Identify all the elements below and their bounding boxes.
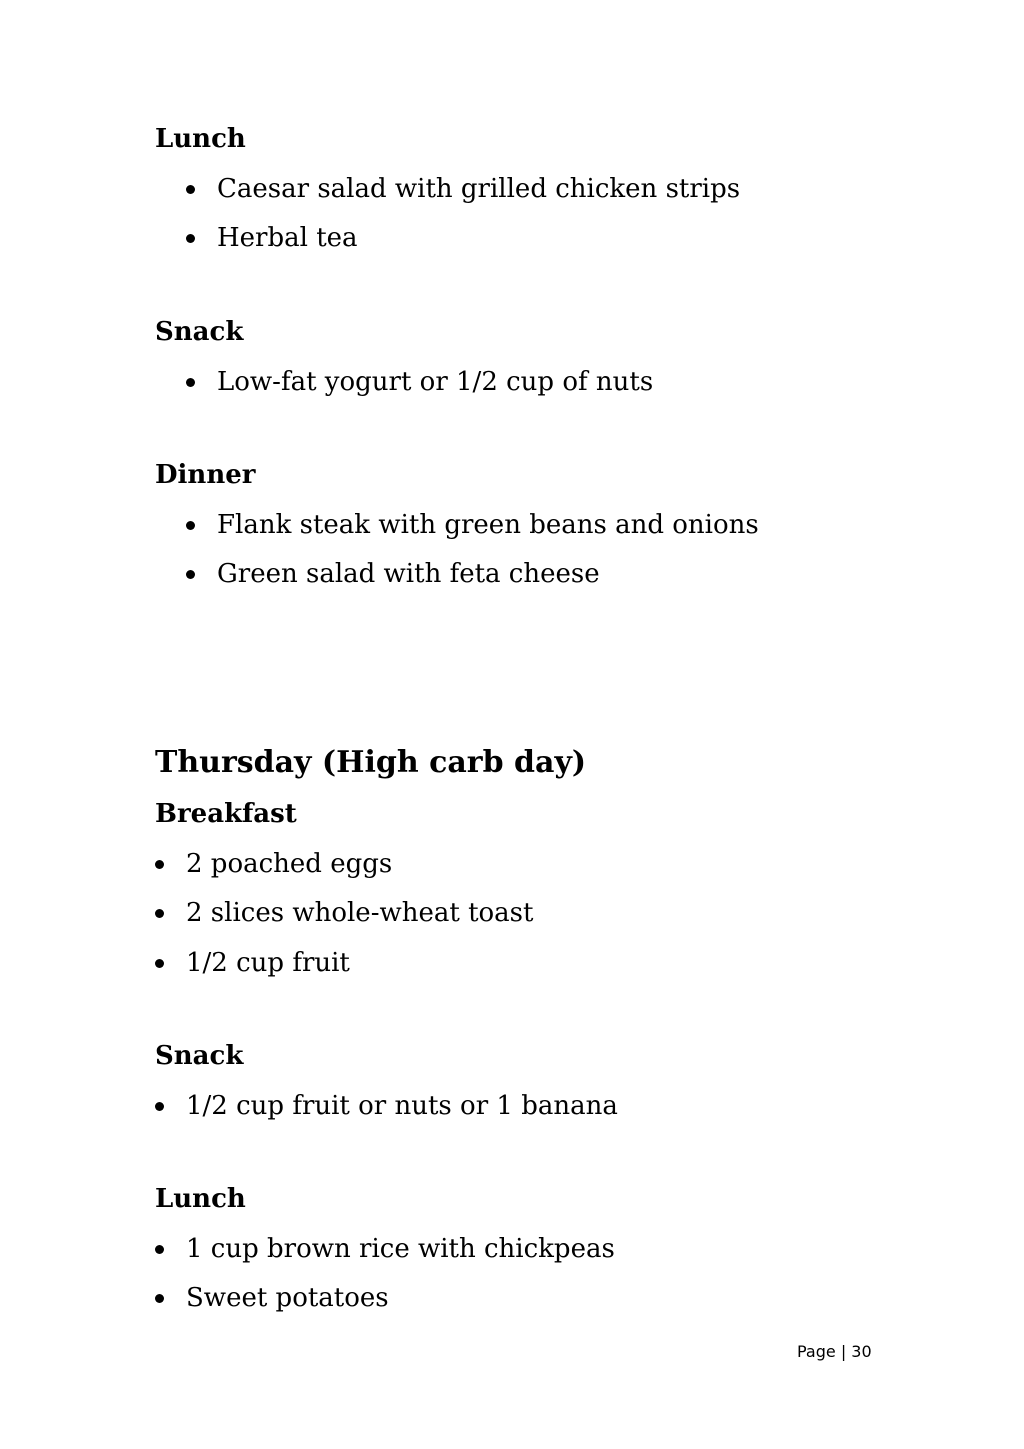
page-number: Page | 30 xyxy=(797,1342,872,1361)
breakfast-heading: Breakfast xyxy=(155,799,297,829)
bullet-icon xyxy=(186,570,195,579)
bullet-icon xyxy=(155,1294,164,1303)
bullet-icon xyxy=(155,909,164,918)
bullet-icon xyxy=(186,185,195,194)
list-item-text: Flank steak with green beans and onions xyxy=(217,510,759,540)
list-item-text: 1 cup brown rice with chickpeas xyxy=(186,1234,615,1264)
list-item-text: 2 slices whole-wheat toast xyxy=(186,898,534,928)
day-title: Thursday (High carb day) xyxy=(155,745,587,780)
list-item-text: 2 poached eggs xyxy=(186,849,393,879)
list-item-text: 1/2 cup fruit or nuts or 1 banana xyxy=(186,1091,618,1121)
dinner-heading: Dinner xyxy=(155,460,256,490)
list-item-text: Sweet potatoes xyxy=(186,1283,389,1313)
list-item-text: Caesar salad with grilled chicken strips xyxy=(217,174,741,204)
list-item-text: Herbal tea xyxy=(217,223,358,253)
bullet-icon xyxy=(186,234,195,243)
bullet-icon xyxy=(186,378,195,387)
bullet-icon xyxy=(155,1102,164,1111)
bullet-icon xyxy=(155,1245,164,1254)
bullet-icon xyxy=(155,860,164,869)
bullet-icon xyxy=(155,959,164,968)
bullet-icon xyxy=(186,521,195,530)
lunch-heading: Lunch xyxy=(155,1184,246,1214)
snack-heading: Snack xyxy=(155,1041,244,1071)
lunch-heading: Lunch xyxy=(155,124,246,154)
snack-heading: Snack xyxy=(155,317,244,347)
list-item-text: 1/2 cup fruit xyxy=(186,948,350,978)
list-item-text: Low-fat yogurt or 1/2 cup of nuts xyxy=(217,367,654,397)
list-item-text: Green salad with feta cheese xyxy=(217,559,600,589)
